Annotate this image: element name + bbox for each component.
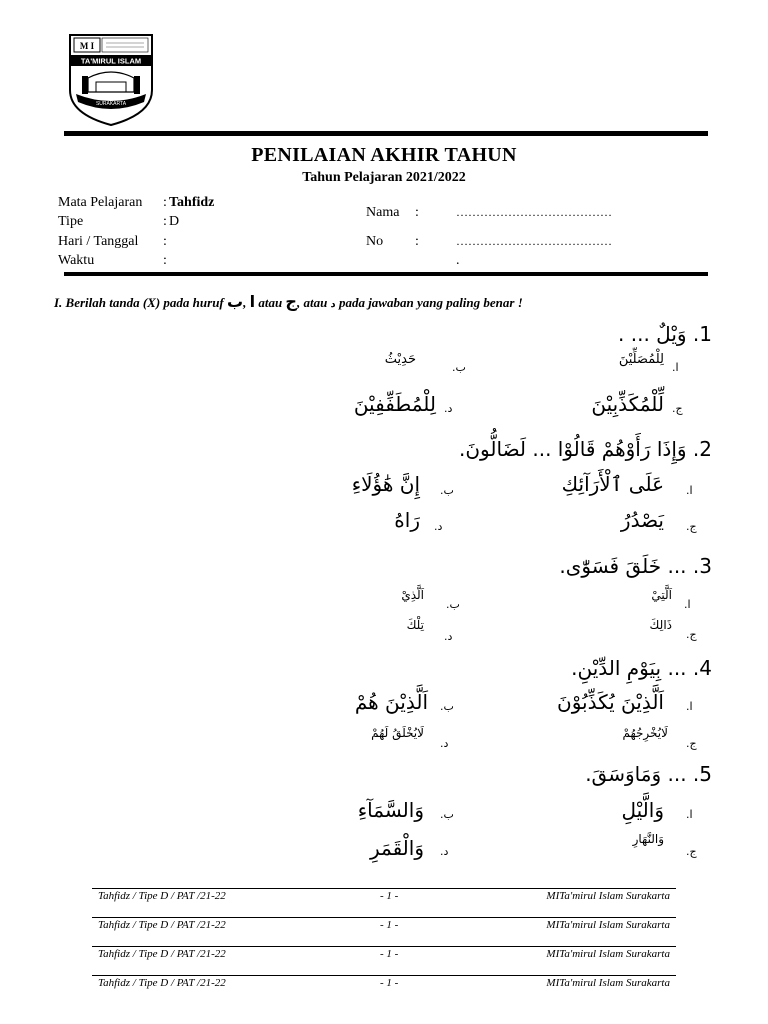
footer-left: Tahfidz / Tipe D / PAT /21-22 [98,977,226,989]
q4-option-dal[interactable]: لَايُخْلَقُ لَهُمْ [371,726,424,740]
nama-label: Nama [366,205,400,220]
q4-option-jim-label: ج. [686,737,697,750]
page-title: PENILAIAN AKHIR TAHUN [251,144,517,166]
tipe-label: Tipe [58,214,84,229]
q3-option-jim[interactable]: ذَالِكَ [649,618,672,632]
hari-label: Hari / Tanggal [58,234,139,249]
mapel-colon: : [163,195,167,210]
logo-band-text: TA'MIRUL ISLAM [80,56,142,66]
q1-option-alif-label: ا. [672,361,679,374]
waktu-dot: . [456,253,460,268]
instruction-jim: ج [285,292,297,311]
q4-option-alif[interactable]: اَلَّذِيْنَ يُكَذِّبُوْنَ [557,690,664,714]
mapel-value: Tahfidz [169,195,215,210]
q2-option-jim[interactable]: يَصْدُرُ [620,508,664,532]
instruction-prefix: I. Berilah tanda (X) pada huruf [54,295,224,310]
q3-option-ba-label: ب. [446,598,460,611]
tipe-colon: : [163,214,167,229]
q3-option-alif-label: ا. [684,598,691,611]
q1-option-jim-label: ج. [672,402,683,415]
q1-option-dal-label: د. [444,402,453,415]
instruction-dal: د [330,299,336,310]
nama-colon: : [415,205,419,220]
q4-option-ba[interactable]: اَلَّذِيْنَ هُمْ [354,690,428,714]
q1-option-ba-label: ب. [452,361,466,374]
footer-left: Tahfidz / Tipe D / PAT /21-22 [98,919,226,931]
tipe-value: D [169,214,180,229]
footer-page-number: - 1 - [380,977,399,989]
q2-option-ba-label: ب. [440,484,454,497]
q5-option-ba-label: ب. [440,808,454,821]
footer-page-number: - 1 - [380,919,399,931]
page-footer-3 [92,946,676,966]
logo-mi-text: M I [79,41,95,51]
instruction-ba: ب [227,292,244,311]
q5-option-ba[interactable]: وَالسَّمَآءِ [357,798,424,822]
q4-option-jim[interactable]: لَايُخْرِجُهُمْ [622,726,668,740]
instruction-suffix: pada jawaban yang paling benar ! [338,295,523,310]
header-top-rule [64,131,708,136]
instruction-alif: ا [249,292,256,311]
instruction-comma: , [243,295,247,310]
footer-left: Tahfidz / Tipe D / PAT /21-22 [98,890,226,902]
q1-option-ba[interactable]: حَدِيْثُ [384,352,416,367]
q2-option-alif-label: ا. [686,484,693,497]
page-footer-1 [92,888,676,908]
question-5-stem: 5. ... وَمَاوَسَقَ. [585,762,712,786]
question-4-stem: 4. ... بِيَوْمِ الدِّيْنِ. [571,656,712,680]
q3-option-alif[interactable]: اَلَّتِيْ [651,588,672,602]
instruction-line [54,292,523,311]
q3-option-dal-label: د. [444,630,453,643]
footer-page-number: - 1 - [380,948,399,960]
school-emblem-icon [66,32,156,128]
q3-option-jim-label: ج. [686,628,697,641]
question-1-stem: 1. وَيْلٌ ... . [618,322,712,346]
instruction-atau-2: atau [303,295,328,310]
q2-option-dal[interactable]: رَاهُ [394,508,420,532]
instruction-comma-2: , [296,295,301,310]
q5-option-jim-label: ج. [686,845,697,858]
question-3-stem: 3. ... خَلَقَ فَسَوّٰى. [559,554,712,578]
q1-option-dal[interactable]: لِلْمُطَفِّفِيْنَ [353,392,436,416]
footer-right: MITa'mirul Islam Surakarta [546,948,670,960]
no-field: ………………………………… [456,234,612,248]
no-label: No [366,234,384,249]
page-subtitle: Tahun Pelajaran 2021/2022 [302,170,466,185]
waktu-label: Waktu [58,253,95,268]
waktu-colon: : [163,253,167,268]
instruction-atau-1: atau [258,295,283,310]
q4-option-alif-label: ا. [686,700,693,713]
page-footer-4 [92,975,676,995]
mapel-label: Mata Pelajaran [58,195,143,210]
footer-left: Tahfidz / Tipe D / PAT /21-22 [98,948,226,960]
q3-option-dal[interactable]: تِلْكَ [406,618,424,632]
nama-field: ………………………………… [456,205,612,219]
q2-option-ba[interactable]: إِنَّ هَٰؤُلَاءِ [351,472,420,496]
q1-option-jim[interactable]: لِّلْمُكَذِّبِيْنَ [591,392,664,416]
q5-option-jim[interactable]: وَالنَّهَارِ [632,832,664,846]
question-2-stem: 2. وَإِذَا رَأَوْهُمْ قَالُوْا ... لَضَالُّونَ. [459,437,712,461]
footer-right: MITa'mirul Islam Surakarta [546,919,670,931]
q4-option-ba-label: ب. [440,700,454,713]
school-logo [66,32,156,128]
q4-option-dal-label: د. [440,737,449,750]
q3-option-ba[interactable]: اَلَّذِيْ [401,588,424,602]
page-footer-2 [92,917,676,937]
hari-colon: : [163,234,167,249]
logo-bottom-text: SURAKARTA [95,101,127,107]
header-bottom-rule [64,272,708,276]
no-colon: : [415,234,419,249]
footer-page-number: - 1 - [380,890,399,902]
q5-option-alif-label: ا. [686,808,693,821]
footer-right: MITa'mirul Islam Surakarta [546,977,670,989]
q1-option-alif[interactable]: لِلْمُصَلِّيْنَ [618,352,664,367]
q5-option-dal-label: د. [440,845,449,858]
q5-option-dal[interactable]: وَالْقَمَرِ [369,836,424,860]
q5-option-alif[interactable]: وَالَّيْلِ [621,798,664,822]
q2-option-alif[interactable]: عَلَى ٱلْأَرَآئِكِ [561,472,664,496]
q2-option-dal-label: د. [434,520,443,533]
footer-right: MITa'mirul Islam Surakarta [546,890,670,902]
q2-option-jim-label: ج. [686,520,697,533]
